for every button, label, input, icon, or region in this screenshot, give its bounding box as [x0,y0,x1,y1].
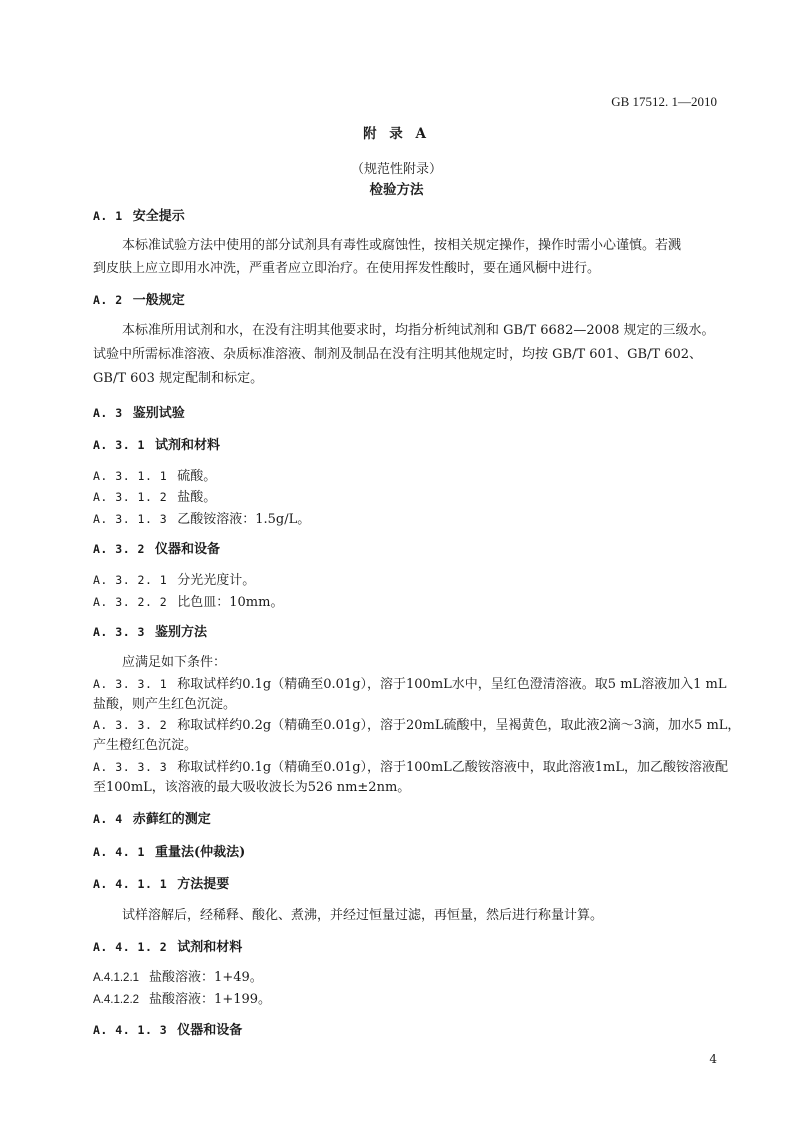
section-number: A. 4 [93,812,123,826]
clause-number: A.4.1.2.1 [93,972,140,984]
paragraph-line: 应满足如下条件： [122,655,227,670]
clause-number: A. 3. 1. 3 [93,512,168,526]
section-title: 鉴别试验 [132,406,185,421]
appendix-type: （规范性附录） [350,162,442,177]
section-heading-a412 [93,938,242,957]
clause-text: 称取试样约0.1g（精确至0.01g），溶于100mL乙酸铵溶液中，取此溶液1mL，加乙酸铵溶液配 [177,760,729,775]
section-heading-a1 [93,207,185,226]
clause-a332 [93,716,740,735]
clause-a4121 [93,969,263,987]
clause-text: 称取试样约0.2g（精确至0.01g），溶于20mL硫酸中，呈褐黄色，取此液2滴～3滴，加水5 mL， [177,718,741,733]
page-number: 4 [709,1052,717,1066]
standard-code: GB 17512. 1—2010 [611,94,717,109]
appendix-title: 附 录 A [363,126,430,142]
clause-a321 [93,571,255,590]
paragraph-line: 试验中所需标准溶液、杂质标准溶液、制剂及制品在没有注明其他规定时，均按 GB/T 601、GB/T 602、 [93,347,703,362]
section-title: 赤藓红的测定 [132,812,211,827]
section-title: 仪器和设备 [154,542,220,557]
clause-text: 硫酸。 [177,469,217,484]
clause-text: 称取试样约0.1g（精确至0.01g），溶于100mL水中，呈红色澄清溶液。取5 mL溶液加入1 mL [177,677,727,692]
section-title: 一般规定 [132,293,185,308]
section-title: 试剂和材料 [177,940,243,955]
clause-number: A. 3. 3. 1 [93,677,168,691]
clause-text: 盐酸溶液：1+199。 [149,992,272,1007]
clause-number: A. 3. 3. 2 [93,718,168,732]
paragraph-line: 本标准试验方法中使用的部分试剂具有毒性或腐蚀性，按相关规定操作，操作时需小心谨慎。若溅 [122,238,682,253]
section-heading-a41 [93,843,245,862]
section-number: A. 2 [93,293,123,307]
section-heading-a33 [93,623,207,642]
clause-a313 [93,510,310,529]
clause-text: 盐酸溶液：1+49。 [149,970,263,985]
section-heading-a2 [93,291,185,310]
section-title: 试剂和材料 [154,438,220,453]
section-number: A. 4. 1. 2 [93,940,168,954]
section-number: A. 4. 1. 1 [93,877,168,891]
section-heading-a32 [93,540,220,559]
clause-number: A. 3. 1. 2 [93,490,168,504]
clause-a311 [93,467,216,486]
section-number: A. 4. 1. 3 [93,1023,168,1037]
clause-a333 [93,758,728,777]
clause-text: 盐酸。 [177,490,217,505]
paragraph-line: 试样溶解后，经稀释、酸化、煮沸，并经过恒量过滤，再恒量，然后进行称量计算。 [122,908,604,923]
section-heading-a4 [93,810,211,829]
section-title: 鉴别方法 [154,625,207,640]
clause-number: A. 3. 2. 1 [93,573,168,587]
clause-text: 分光光度计。 [177,573,256,588]
paragraph-line: 至100mL，该溶液的最大吸收波长为526 nm±2nm。 [93,780,411,795]
clause-a312 [93,488,216,507]
section-number: A. 3. 1 [93,438,145,452]
section-number: A. 3. 2 [93,542,145,556]
clause-text: 乙酸铵溶液：1.5g/L。 [177,512,311,527]
clause-number: A. 3. 3. 3 [93,760,168,774]
clause-a331 [93,675,727,694]
clause-number: A. 3. 2. 2 [93,595,168,609]
section-heading-a3 [93,404,185,423]
paragraph-line: 产生橙红色沉淀。 [93,738,198,753]
section-heading-a31 [93,436,220,455]
clause-number: A.4.1.2.2 [93,994,140,1006]
section-number: A. 3 [93,406,123,420]
section-title: 方法提要 [177,877,230,892]
section-number: A. 3. 3 [93,625,145,639]
paragraph-line: 到皮肤上应立即用水冲洗，严重者应立即治疗。在使用挥发性酸时，要在通风橱中进行。 [93,261,601,276]
clause-text: 比色皿：10mm。 [177,595,284,610]
clause-number: A. 3. 1. 1 [93,469,168,483]
clause-a322 [93,593,283,612]
appendix-name: 检验方法 [369,182,424,198]
section-title: 安全提示 [132,209,185,224]
section-number: A. 1 [93,209,123,223]
paragraph-line: GB/T 603 规定配制和标定。 [93,371,264,386]
section-heading-a413 [93,1021,242,1040]
paragraph-line: 盐酸，则产生红色沉淀。 [93,697,237,712]
section-heading-a411 [93,875,229,894]
paragraph-line: 本标准所用试剂和水，在没有注明其他要求时，均指分析纯试剂和 GB/T 6682—2008 规定的三级水。 [122,323,715,338]
clause-a4122 [93,991,271,1009]
section-number: A. 4. 1 [93,845,145,859]
section-title: 仪器和设备 [177,1023,243,1038]
section-title: 重量法(仲裁法) [154,845,246,860]
